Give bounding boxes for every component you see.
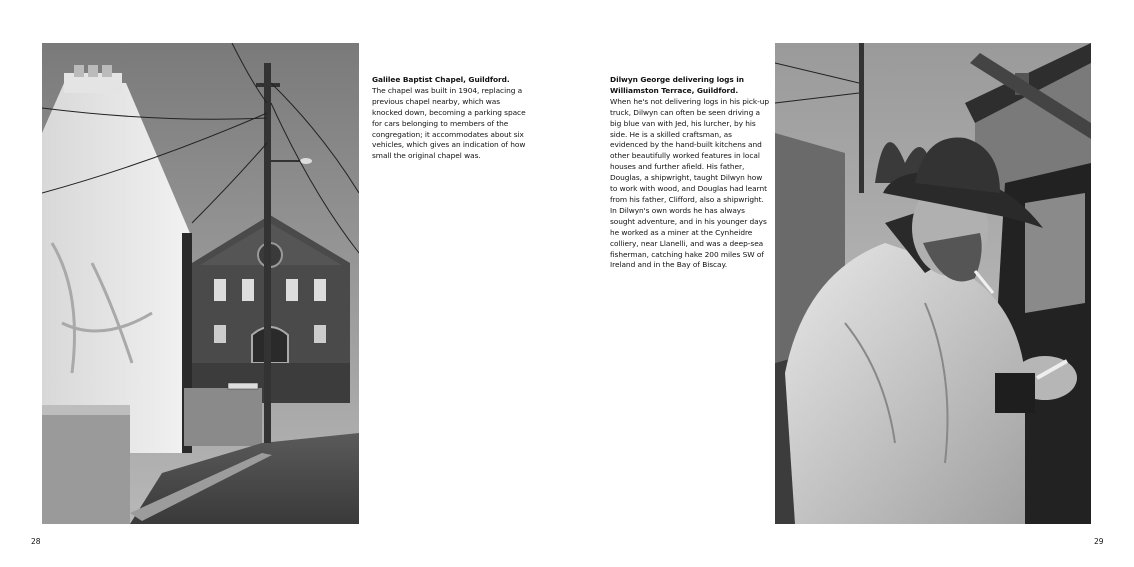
chapel-caption-body: The chapel was built in 1904, replacing a previous chapel nearby, which was knocked down, becoming a parking space for cars belonging to members of the congregation; it accommodates about six vehicles, which gives an indication of how small the original chapel was. xyxy=(372,85,526,161)
page-number-left: 28 xyxy=(31,537,41,546)
dilwyn-photo xyxy=(775,43,1091,524)
chapel-photo xyxy=(42,43,359,524)
chapel-caption xyxy=(372,75,530,162)
dilwyn-caption xyxy=(610,75,770,271)
dilwyn-caption-body: When he's not delivering logs in his pick-up truck, Dilwyn can often be seen driving a big blue van with Jed, his lurcher, by his side. He is a skilled craftsman, as evidenced by the hand-built kitchens and other beautifully worked features in local houses and further afield. His father, Douglas, a shipwright, taught Dilwyn how to work with wood, and Douglas had learnt from his father, Clifford, also a shipwright. In Dilwyn's own words he has always sought adventure, and in his younger days he worked as a miner at the Cynheidre colliery, near Llanelli, and was a deep-sea fisherman, catching hake 200 miles SW of Ireland and in the Bay of Biscay. xyxy=(610,96,769,270)
dilwyn-caption-title: Dilwyn George delivering logs in Williamston Terrace, Guildford. xyxy=(610,75,744,95)
chapel-caption-title: Galilee Baptist Chapel, Guildford. xyxy=(372,75,510,84)
page-number-right: 29 xyxy=(1094,537,1104,546)
